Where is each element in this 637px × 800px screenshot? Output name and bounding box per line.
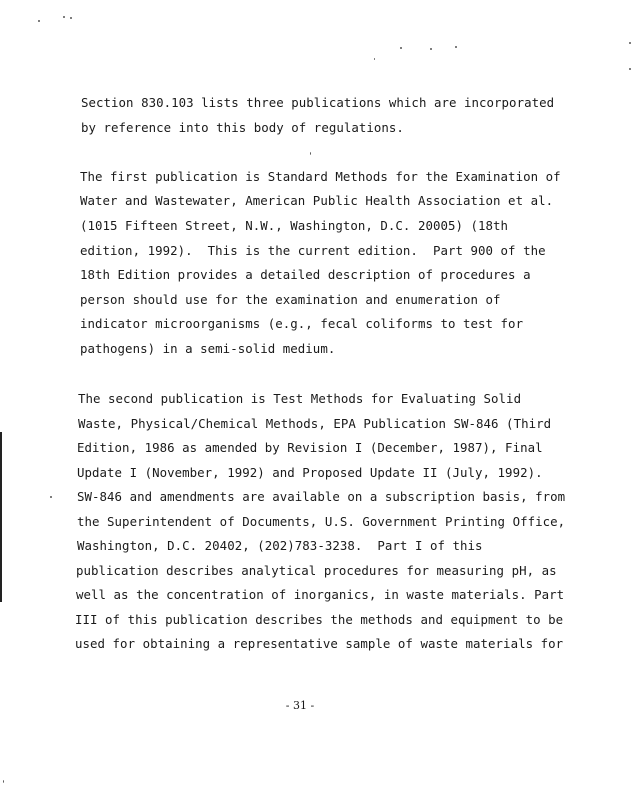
text-line: III of this publication describes the methods and equipment to be (75, 612, 564, 627)
scan-speck (455, 46, 457, 48)
text-line: SW-846 and amendments are available on a subscription basis, from (77, 489, 566, 504)
text-line: indicator microorganisms (e.g., fecal coliforms to test for (80, 316, 524, 331)
text-line: Update I (November, 1992) and Proposed Update II (July, 1992). (77, 465, 543, 480)
scan-speck (400, 47, 402, 49)
text-line: Washington, D.C. 20402, (202)783-3238. Part I of this (77, 538, 483, 553)
scan-speck (70, 17, 72, 19)
scan-edge-mark (0, 432, 2, 602)
scan-speck (629, 68, 631, 70)
scan-speck (430, 48, 432, 50)
text-line: Waste, Physical/Chemical Methods, EPA Publication SW-846 (Third (78, 416, 552, 431)
scan-speck (374, 58, 375, 60)
scan-speck (3, 780, 4, 783)
text-line: Water and Wastewater, American Public Health Association et al. (80, 193, 554, 208)
text-line: publication describes analytical procedures for measuring pH, as (76, 563, 557, 578)
text-line: Edition, 1986 as amended by Revision I (December, 1987), Final (77, 440, 543, 455)
scan-speck (38, 20, 40, 22)
text-line: well as the concentration of inorganics, in waste materials. Part (76, 587, 565, 602)
text-line: The first publication is Standard Methods for the Examination of (80, 169, 561, 184)
text-line: pathogens) in a semi-solid medium. (80, 341, 336, 356)
text-line: the Superintendent of Documents, U.S. Government Printing Office, (77, 514, 566, 529)
scan-speck (50, 496, 52, 498)
text-line: 18th Edition provides a detailed description of procedures a (80, 267, 531, 282)
page-number: - 31 - (285, 699, 315, 712)
scan-speck (310, 152, 311, 155)
text-line: Section 830.103 lists three publications which are incorporated (81, 95, 555, 110)
text-line: by reference into this body of regulations. (81, 120, 404, 135)
text-line: edition, 1992). This is the current edition. Part 900 of the (80, 243, 546, 258)
text-line: (1015 Fifteen Street, N.W., Washington, D.C. 20005) (18th (80, 218, 509, 233)
text-line: used for obtaining a representative sample of waste materials for (75, 636, 564, 651)
scan-speck (629, 42, 631, 44)
text-line: The second publication is Test Methods for Evaluating Solid (78, 391, 522, 406)
text-line: person should use for the examination and enumeration of (80, 292, 501, 307)
scan-speck (63, 16, 65, 18)
